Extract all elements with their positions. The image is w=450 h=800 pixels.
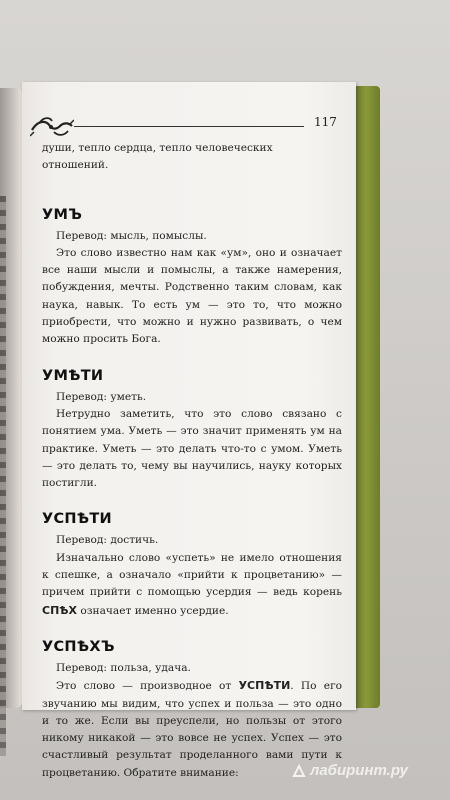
book-page	[22, 82, 356, 779]
entry-translation: Перевод: уметь.	[56, 390, 147, 403]
entry-body: Это слово известно нам как «ум», оно и означает все наши мысли и помыслы, а также намерения, побуждения, мечты. Родственно таким словам, как наука, навык. То есть ум — это то, что можно приобрести, что можно и нужно развивать, о чем можно просить Бога.	[42, 246, 342, 346]
entry-headword: УСПѢХЪ	[42, 638, 115, 655]
entry-body-after: означает именно усердие.	[80, 604, 229, 617]
old-slavonic-word: УСПѢТИ	[238, 679, 291, 693]
page-header	[22, 82, 356, 132]
entry-translation: Перевод: польза, удача.	[56, 661, 191, 674]
dragon-ornament-icon	[30, 116, 74, 138]
entry-body	[42, 550, 342, 620]
page-number: 117	[314, 115, 337, 129]
entry-body-before: Это слово — производное от	[56, 680, 232, 693]
dictionary-entry	[42, 206, 342, 349]
old-slavonic-word: СПѢХ	[42, 603, 78, 617]
header-rule	[74, 126, 304, 127]
left-page-edge	[0, 88, 22, 708]
book-cover-edge	[352, 86, 380, 708]
entry-headword: УМѢТИ	[42, 367, 104, 384]
dictionary-entry	[42, 367, 342, 493]
left-page-text-shadow	[0, 196, 6, 756]
dictionary-entry	[42, 638, 342, 782]
entry-body: Нетрудно заметить, что это слово связано с понятием ума. Уметь — это значит применять ум на практике. Уметь — это делать что-то с умом. Уметь — это делать то, чему вы научились, науку которых постигли.	[42, 407, 342, 490]
page-text	[42, 140, 342, 782]
continued-paragraph: души, тепло сердца, тепло человеческих отношений.	[42, 142, 273, 172]
entry-translation: Перевод: достичь.	[56, 534, 159, 547]
entry-headword: УСПѢТИ	[42, 511, 112, 528]
entry-body-before: Изначально слово «успеть» не имело отношения к спешке, а означало «прийти к процветанию» — причем прийти с помощью усердия — ведь корень	[42, 551, 342, 599]
labirint-logo-icon	[292, 764, 306, 778]
entry-headword: УМЪ	[42, 206, 83, 223]
entry-translation: Перевод: мысль, помыслы.	[56, 229, 207, 242]
dictionary-entry	[42, 510, 342, 619]
watermark: лабиринт.ру	[310, 762, 408, 779]
entry-body-after: . По его звучанию мы видим, что успех и польза — это одно и то же. Если вы преуспели, но пользы от этого никому никакой — это вовсе не успех. Успех — это счастливый результат проделанного вами пути к процветанию. Обратите внимание:	[42, 680, 343, 779]
